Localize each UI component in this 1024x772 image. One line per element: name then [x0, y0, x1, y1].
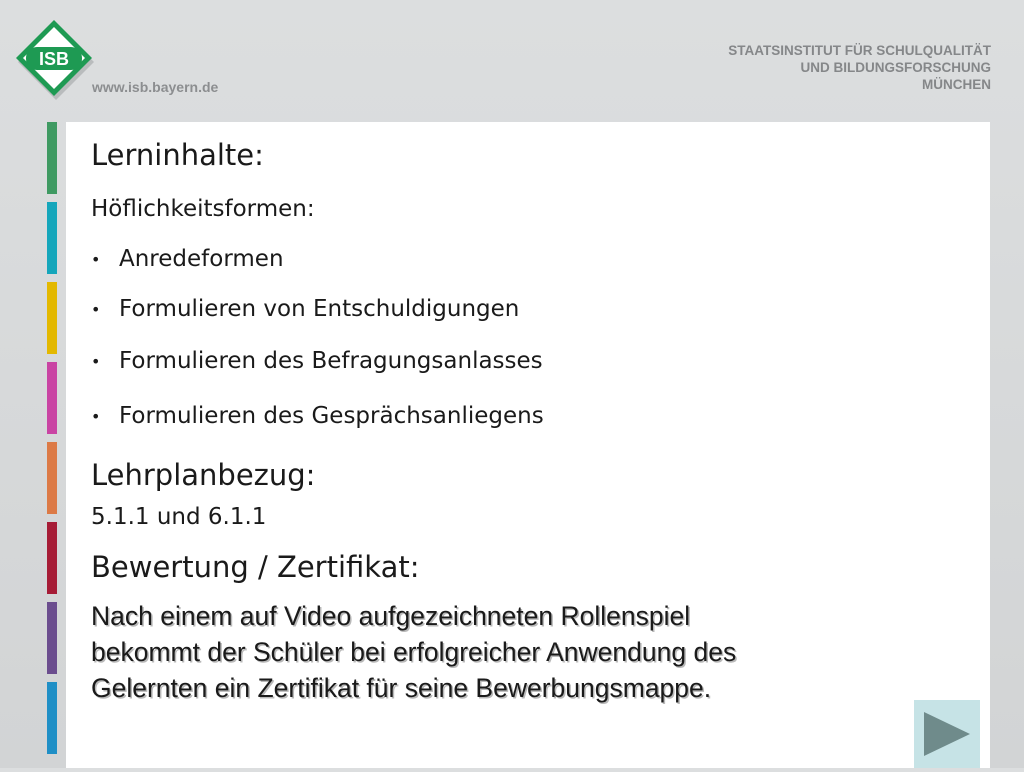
- lehrplan-value: 5.1.1 und 6.1.1: [91, 504, 267, 530]
- bewertung-heading: Bewertung / Zertifikat:: [91, 550, 420, 584]
- list-item: • Formulieren des Befragungsanlasses: [91, 348, 543, 374]
- color-stripe: [47, 282, 57, 354]
- play-triangle-icon: [914, 700, 980, 768]
- bullet-dot-icon: •: [91, 300, 101, 319]
- bullet-dot-icon: •: [91, 407, 101, 426]
- bewertung-line: Gelernten ein Zertifikat für seine Bewerbungsmappe.: [91, 673, 712, 703]
- color-stripe: [47, 602, 57, 674]
- bewertung-line: Nach einem auf Video aufgezeichneten Rollenspiel: [91, 601, 691, 631]
- list-item: • Formulieren des Gesprächsanliegens: [91, 403, 544, 429]
- color-stripe: [47, 362, 57, 434]
- bullet-dot-icon: •: [91, 250, 101, 269]
- color-stripe: [47, 682, 57, 754]
- color-stripe: [47, 202, 57, 274]
- svg-text:ISB: ISB: [38, 49, 70, 69]
- next-slide-button[interactable]: [914, 700, 980, 768]
- institute-name: [728, 42, 991, 93]
- list-item: • Anredeformen: [91, 246, 284, 272]
- isb-logo: [14, 18, 98, 102]
- bewertung-line: bekommt der Schüler bei erfolgreicher Anwendung des: [91, 637, 737, 667]
- color-stripe: [47, 522, 57, 594]
- color-stripes: [47, 122, 57, 762]
- website-url[interactable]: www.isb.bayern.de: [92, 79, 219, 95]
- list-item: • Formulieren von Entschuldigungen: [91, 296, 520, 322]
- institute-line: STAATSINSTITUT FÜR SCHULQUALITÄT: [728, 43, 991, 58]
- color-stripe: [47, 442, 57, 514]
- lerninhalte-heading: Lerninhalte:: [91, 138, 264, 172]
- bullet-dot-icon: •: [91, 352, 101, 371]
- lehrplan-heading: Lehrplanbezug:: [91, 458, 316, 492]
- bewertung-text: [91, 598, 971, 706]
- institute-line: MÜNCHEN: [922, 77, 991, 92]
- color-stripe: [47, 122, 57, 194]
- hoeflichkeit-label: Höflichkeitsformen:: [91, 196, 315, 222]
- content-panel: [66, 122, 990, 768]
- institute-line: UND BILDUNGSFORSCHUNG: [800, 60, 991, 75]
